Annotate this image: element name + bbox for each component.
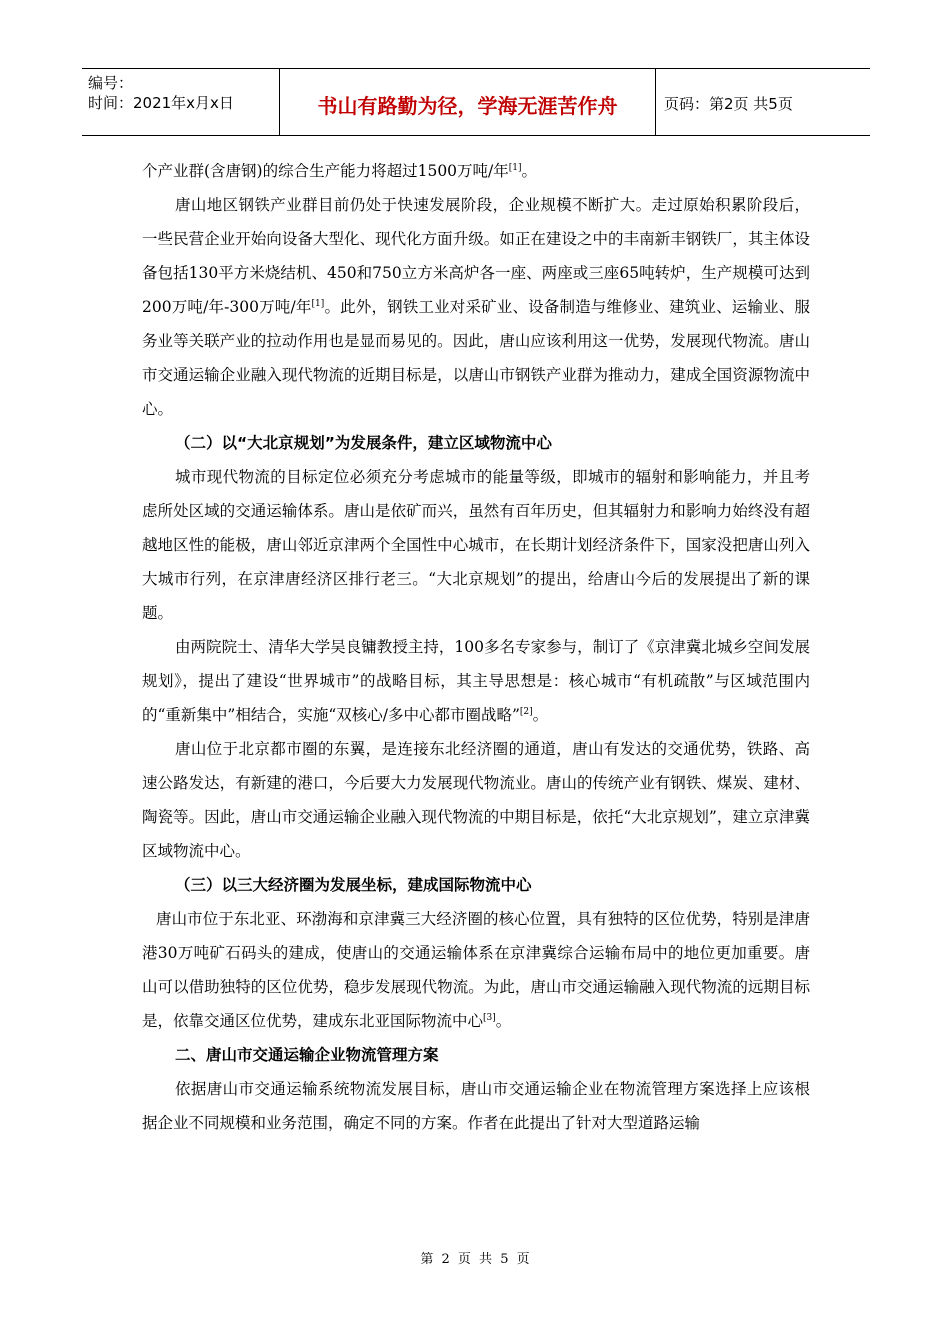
paragraph-text: 。 xyxy=(495,1012,512,1030)
citation-ref: [1] xyxy=(508,163,522,173)
section-heading: （二）以“大北京规划”为发展条件，建立区域物流中心 xyxy=(175,434,552,452)
header-motto: 书山有路勤为径，学海无涯苦作舟 xyxy=(280,69,656,135)
citation-ref: [1] xyxy=(311,299,325,309)
paragraph-text: 唐山市位于东北亚、环渤海和京津冀三大经济圈的核心位置，具有独特的区位优势，特别是津唐港30万吨矿石码头的建成，使唐山的交通运输体系在京津冀综合运输布局中的地位更加重要。唐山可以借助独特的区位优势，稳步发展现代物流。为此，唐山市交通运输融入现代物流的远期目标是，依靠交通区位优势，建成东北亚国际物流中心 xyxy=(142,910,810,1030)
paragraph-text: 个产业群(含唐钢)的综合生产能力将超过1500万吨/年 xyxy=(142,162,509,180)
paragraph: 唐山位于北京都市圈的东翼，是连接东北经济圈的通道，唐山有发达的交通优势，铁路、高速公路发达，有新建的港口，今后要大力发展现代物流业。唐山的传统产业有钢铁、煤炭、建材、陶瓷等。因此，唐山市交通运输企业融入现代物流的中期目标是，依托“大北京规划”，建立京津冀区域物流中心。 xyxy=(142,740,810,860)
header-meta-cell xyxy=(82,69,280,135)
chapter-heading: 二、唐山市交通运输企业物流管理方案 xyxy=(175,1046,439,1064)
paragraph xyxy=(142,188,810,426)
paragraph-text: 。此外，钢铁工业对采矿业、设备制造与维修业、建筑业、运输业、服务业等关联产业的拉动作用也是显而易见的。因此，唐山应该利用这一优势，发展现代物流。唐山市交通运输企业融入现代物流的近期目标是，以唐山市钢铁产业群为推动力，建成全国资源物流中心。 xyxy=(142,298,810,418)
paragraph xyxy=(142,154,810,188)
document-number-label: 编号： xyxy=(88,74,134,92)
citation-ref: [2] xyxy=(519,707,533,717)
header-page-info: 页码：第2页 共5页 xyxy=(664,94,793,113)
document-header xyxy=(82,68,870,136)
paragraph-text: 由两院院士、清华大学吴良镛教授主持，100多名专家参与，制订了《京津冀北城乡空间发展规划》，提出了建设“世界城市”的战略目标，其主导思想是：核心城市“有机疏散”与区域范围内的“重新集中”相结合，实施“双核心/多中心都市圈战略” xyxy=(142,638,810,724)
paragraph: 依据唐山市交通运输系统物流发展目标，唐山市交通运输企业在物流管理方案选择上应该根据企业不同规模和业务范围，确定不同的方案。作者在此提出了针对大型道路运输 xyxy=(142,1080,810,1132)
paragraph-text: 。 xyxy=(532,706,549,724)
citation-ref: [3] xyxy=(483,1013,496,1023)
paragraph xyxy=(142,902,810,1038)
paragraph: 城市现代物流的目标定位必须充分考虑城市的能量等级，即城市的辐射和影响能力，并且考虑所处区域的交通运输体系。唐山是依矿而兴，虽然有百年历史，但其辐射力和影响力始终没有超越地区性的能极，唐山邻近京津两个全国性中心城市，在长期计划经济条件下，国家没把唐山列入大城市行列，在京津唐经济区排行老三。“大北京规划”的提出，给唐山今后的发展提出了新的课题。 xyxy=(142,468,810,622)
section-heading: （三）以三大经济圈为发展坐标，建成国际物流中心 xyxy=(175,876,532,894)
paragraph-text: 。 xyxy=(521,162,538,180)
paragraph-text: 唐山地区钢铁产业群目前仍处于快速发展阶段，企业规模不断扩大。走过原始积累阶段后，一些民营企业开始向设备大型化、现代化方面升级。如正在建设之中的丰南新丰钢铁厂，其主体设备包括130平方米烧结机、450和750立方米高炉各一座、两座或三座65吨转炉，生产规模可达到200万吨/年-300万吨/年 xyxy=(142,196,810,316)
document-date-label: 时间：2021年x月x日 xyxy=(88,94,234,112)
document-body xyxy=(142,154,810,1140)
page-footer: 第 2 页 共 5 页 xyxy=(420,1252,530,1267)
paragraph xyxy=(142,630,810,732)
